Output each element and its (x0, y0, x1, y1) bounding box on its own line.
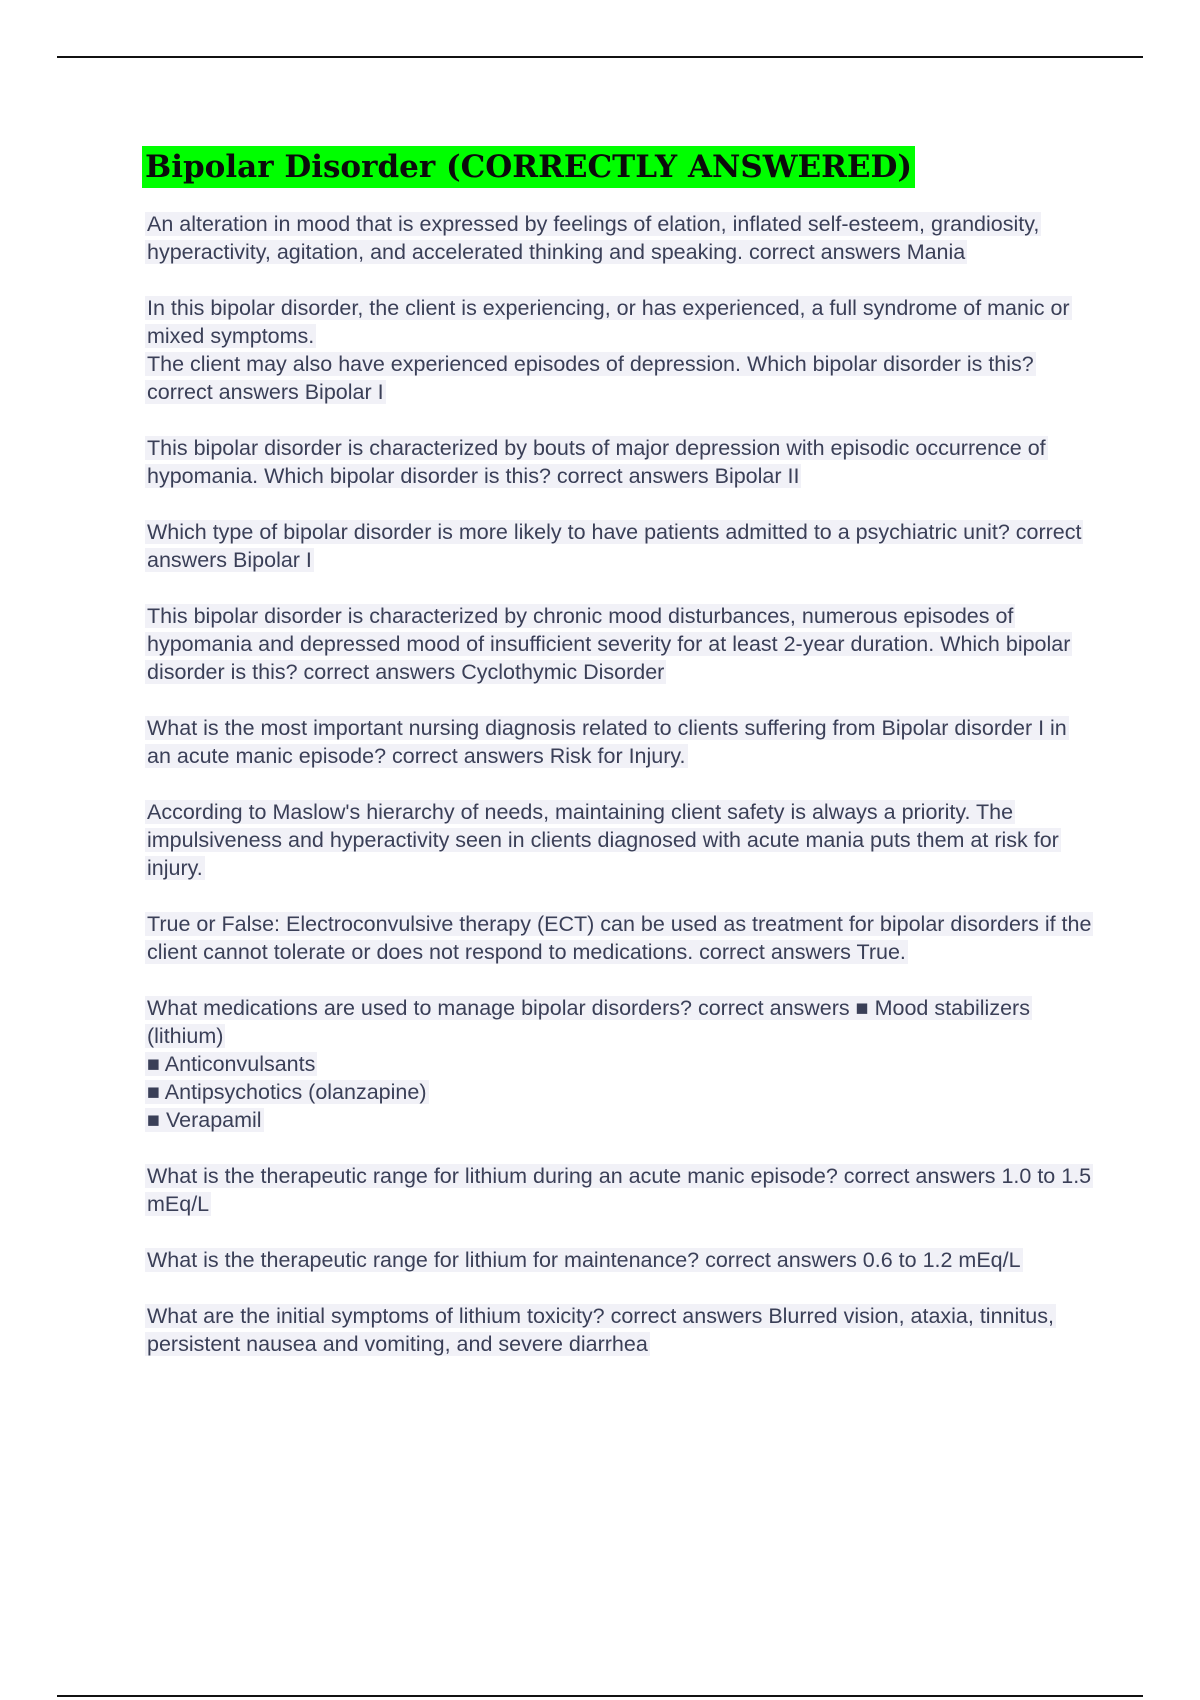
qa-text: An alteration in mood that is expressed by feelings of elation, inflated self-esteem, grandiosity, hyperactivity, agitation, and accelerated thinking and speaking. correct answers Mania (147, 212, 1040, 264)
qa-line (145, 350, 1095, 406)
qa-text: What are the initial symptoms of lithium toxicity? correct answers Blurred vision, ataxia, tinnitus, persistent nausea and vomiting, and severe diarrhea (147, 1304, 1054, 1356)
top-rule (57, 56, 1143, 58)
qa-entry (145, 1162, 1095, 1218)
qa-line (145, 994, 1095, 1050)
qa-text: What medications are used to manage bipolar disorders? correct answers ■ Mood stabilizers (lithium) (147, 996, 1030, 1048)
qa-text: What is the most important nursing diagnosis related to clients suffering from Bipolar disorder I in an acute manic episode? correct answers Risk for Injury. (147, 716, 1067, 768)
qa-text: What is the therapeutic range for lithium for maintenance? correct answers 0.6 to 1.2 mEq/L (147, 1248, 1021, 1272)
document-body (145, 146, 1095, 1386)
qa-line (145, 798, 1095, 882)
qa-line (145, 1078, 1095, 1106)
qa-entry (145, 1302, 1095, 1358)
qa-entry (145, 714, 1095, 770)
qa-entry (145, 210, 1095, 266)
qa-text: True or False: Electroconvulsive therapy (ECT) can be used as treatment for bipolar disorders if the client cannot tolerate or does not respond to medications. correct answers True. (147, 912, 1092, 964)
qa-line (145, 1162, 1095, 1218)
qa-line (145, 210, 1095, 266)
qa-text: This bipolar disorder is characterized by bouts of major depression with episodic occurrence of hypomania. Which bipolar disorder is this? correct answers Bipolar II (147, 436, 1046, 488)
qa-entry (145, 994, 1095, 1134)
qa-entry (145, 294, 1095, 406)
bottom-rule (57, 1695, 1143, 1697)
qa-text: Which type of bipolar disorder is more likely to have patients admitted to a psychiatric unit? correct answers Bipolar I (147, 520, 1082, 572)
qa-text: What is the therapeutic range for lithium during an acute manic episode? correct answers 1.0 to 1.5 mEq/L (147, 1164, 1092, 1216)
qa-line (145, 518, 1095, 574)
qa-entry (145, 602, 1095, 686)
qa-entry (145, 434, 1095, 490)
qa-entry (145, 1246, 1095, 1274)
qa-line (145, 602, 1095, 686)
qa-line (145, 294, 1095, 350)
qa-list (145, 210, 1095, 1358)
qa-entry (145, 798, 1095, 882)
qa-line (145, 1106, 1095, 1134)
qa-line (145, 1302, 1095, 1358)
qa-text: According to Maslow's hierarchy of needs, maintaining client safety is always a priority. The impulsiveness and hyperactivity seen in clients diagnosed with acute mania puts them at risk for injury. (147, 800, 1059, 880)
qa-text: This bipolar disorder is characterized by chronic mood disturbances, numerous episodes of hypomania and depressed mood of insufficient severity for at least 2-year duration. Which bipolar disorder is this? correct answers Cyclothymic Disorder (147, 604, 1071, 684)
document-title: Bipolar Disorder (CORRECTLY ANSWERED) (142, 146, 915, 188)
qa-entry (145, 518, 1095, 574)
qa-text: ■ Verapamil (147, 1108, 262, 1132)
qa-text: In this bipolar disorder, the client is experiencing, or has experienced, a full syndrome of manic or mixed symptoms. (147, 296, 1070, 348)
qa-text: ■ Anticonvulsants (147, 1052, 316, 1076)
qa-text: The client may also have experienced episodes of depression. Which bipolar disorder is this? correct answers Bipolar I (147, 352, 1034, 404)
qa-line (145, 1050, 1095, 1078)
qa-text: ■ Antipsychotics (olanzapine) (147, 1080, 427, 1104)
qa-line (145, 714, 1095, 770)
qa-line (145, 434, 1095, 490)
qa-line (145, 1246, 1095, 1274)
qa-line (145, 910, 1095, 966)
qa-entry (145, 910, 1095, 966)
